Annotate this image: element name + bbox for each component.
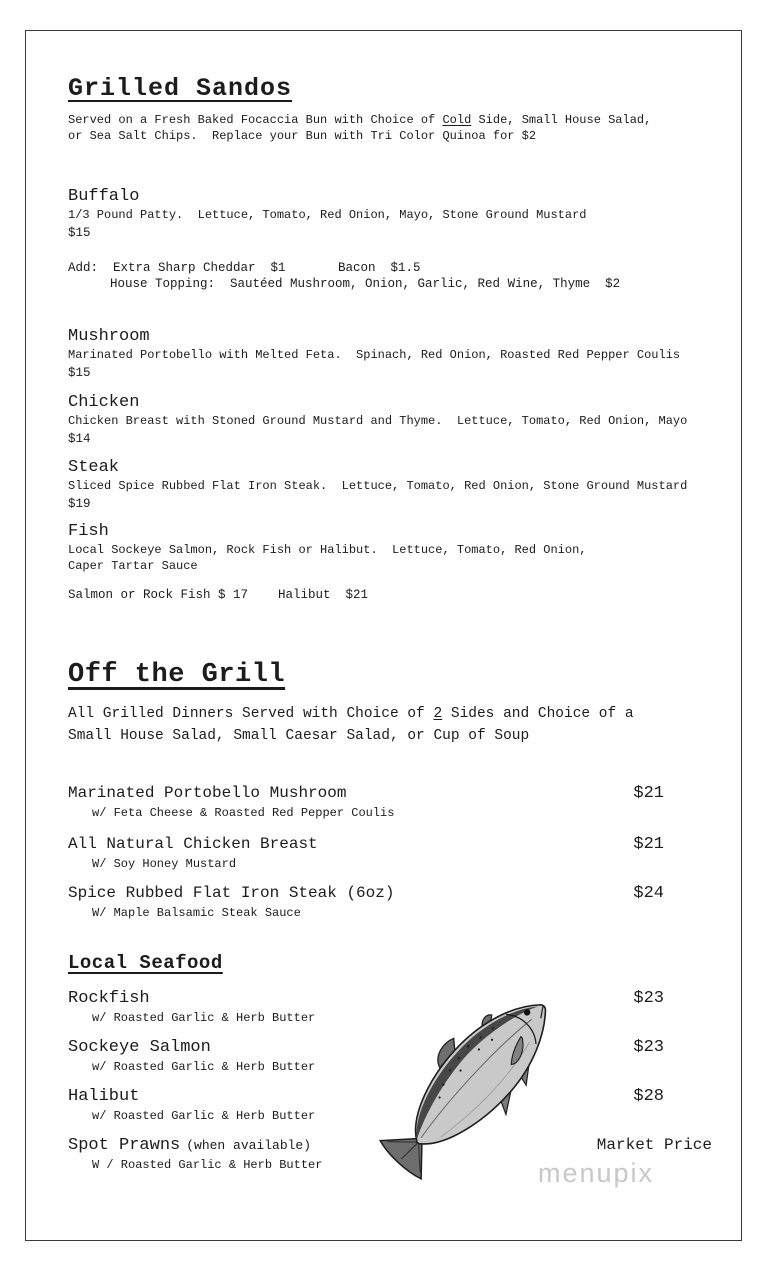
item-name: Mushroom xyxy=(68,327,150,346)
item-name: All Natural Chicken Breast xyxy=(68,835,318,853)
item-subtext: W/ Soy Honey Mustard xyxy=(92,857,237,871)
menu-item-halibut xyxy=(68,1086,664,1124)
item-description: Chicken Breast with Stoned Ground Mustard and Thyme. Lettuce, Tomato, Red Onion, Mayo xyxy=(68,414,688,428)
item-name: Spice Rubbed Flat Iron Steak (6oz) xyxy=(68,884,395,902)
item-price: $15 xyxy=(68,225,91,240)
add-ons-line2: House Topping: Sautéed Mushroom, Onion, Garlic, Red Wine, Thyme $2 xyxy=(110,277,621,291)
item-price: $19 xyxy=(68,496,91,511)
item-price: $23 xyxy=(633,989,664,1008)
add-ons-line1: Add: Extra Sharp Cheddar $1 Bacon $1.5 xyxy=(68,261,421,275)
add-ons-block xyxy=(68,260,620,292)
menu-item-steak-dinner xyxy=(68,883,664,921)
menupix-watermark: menupix xyxy=(538,1158,655,1188)
sandos-intro-pre: Served on a Fresh Baked Focaccia Bun with Choice of xyxy=(68,113,443,127)
menu-item-chicken-dinner xyxy=(68,834,664,872)
section-title-off-the-grill: Off the Grill xyxy=(68,660,286,690)
item-name-group xyxy=(68,1135,311,1156)
item-price: Market Price xyxy=(596,1136,712,1154)
item-name: Buffalo xyxy=(68,187,140,206)
sandos-intro-line2: or Sea Salt Chips. Replace your Bun with Tri Color Quinoa for $2 xyxy=(68,129,537,143)
item-description-line2: Caper Tartar Sauce xyxy=(68,558,198,573)
section-title-grilled-sandos: Grilled Sandos xyxy=(68,74,293,103)
sandos-intro xyxy=(68,112,651,144)
item-name: Rockfish xyxy=(68,989,150,1008)
menu-item-steak xyxy=(68,457,687,511)
item-subtext: w/ Feta Cheese & Roasted Red Pepper Coulis xyxy=(92,806,395,820)
item-name: Fish xyxy=(68,522,109,541)
menu-item-portobello-dinner xyxy=(68,783,664,821)
sandos-intro-underlined: Cold xyxy=(442,113,472,127)
item-name: Steak xyxy=(68,458,120,477)
menu-item-buffalo xyxy=(68,186,586,240)
off-grill-intro-underlined: 2 xyxy=(433,706,443,722)
item-price: $24 xyxy=(633,884,664,903)
fish-prices-line: Salmon or Rock Fish $ 17 Halibut $21 xyxy=(68,588,369,602)
sandos-intro-post: Side, Small House Salad, xyxy=(471,113,652,127)
item-price: $21 xyxy=(633,835,664,854)
item-price: $21 xyxy=(633,784,664,803)
item-name: Chicken xyxy=(68,393,140,412)
item-price: $15 xyxy=(68,365,91,380)
off-grill-intro-pre: All Grilled Dinners Served with Choice of xyxy=(68,706,434,722)
item-price: $23 xyxy=(633,1038,664,1057)
item-description-line1: Local Sockeye Salmon, Rock Fish or Halibut. Lettuce, Tomato, Red Onion, xyxy=(68,543,587,557)
item-name: Sockeye Salmon xyxy=(68,1038,211,1057)
item-description: Sliced Spice Rubbed Flat Iron Steak. Lettuce, Tomato, Red Onion, Stone Ground Mustard xyxy=(68,479,688,493)
item-subtext: W/ Maple Balsamic Steak Sauce xyxy=(92,906,301,920)
item-subtext: w/ Roasted Garlic & Herb Butter xyxy=(92,1011,316,1025)
item-name: Halibut xyxy=(68,1087,140,1106)
item-description: Marinated Portobello with Melted Feta. Spinach, Red Onion, Roasted Red Pepper Coulis xyxy=(68,348,681,362)
item-subtext: W / Roasted Garlic & Herb Butter xyxy=(92,1158,323,1172)
item-name: Marinated Portobello Mushroom xyxy=(68,784,347,802)
off-grill-intro-post: Sides and Choice of a xyxy=(442,706,634,722)
menu-item-mushroom xyxy=(68,326,680,380)
off-grill-intro xyxy=(68,704,634,747)
menu-item-fish xyxy=(68,521,586,602)
menu-item-chicken xyxy=(68,392,687,446)
section-title-local-seafood: Local Seafood xyxy=(68,952,223,974)
item-name: Spot Prawns xyxy=(68,1136,181,1155)
item-price: $28 xyxy=(633,1087,664,1106)
off-grill-intro-line2: Small House Salad, Small Caesar Salad, or Cup of Soup xyxy=(68,727,530,744)
item-availability-note: (when available) xyxy=(186,1138,312,1153)
item-subtext: w/ Roasted Garlic & Herb Butter xyxy=(92,1109,316,1123)
item-price: $14 xyxy=(68,431,91,446)
item-description: 1/3 Pound Patty. Lettuce, Tomato, Red Onion, Mayo, Stone Ground Mustard xyxy=(68,208,587,222)
item-subtext: w/ Roasted Garlic & Herb Butter xyxy=(92,1060,316,1074)
